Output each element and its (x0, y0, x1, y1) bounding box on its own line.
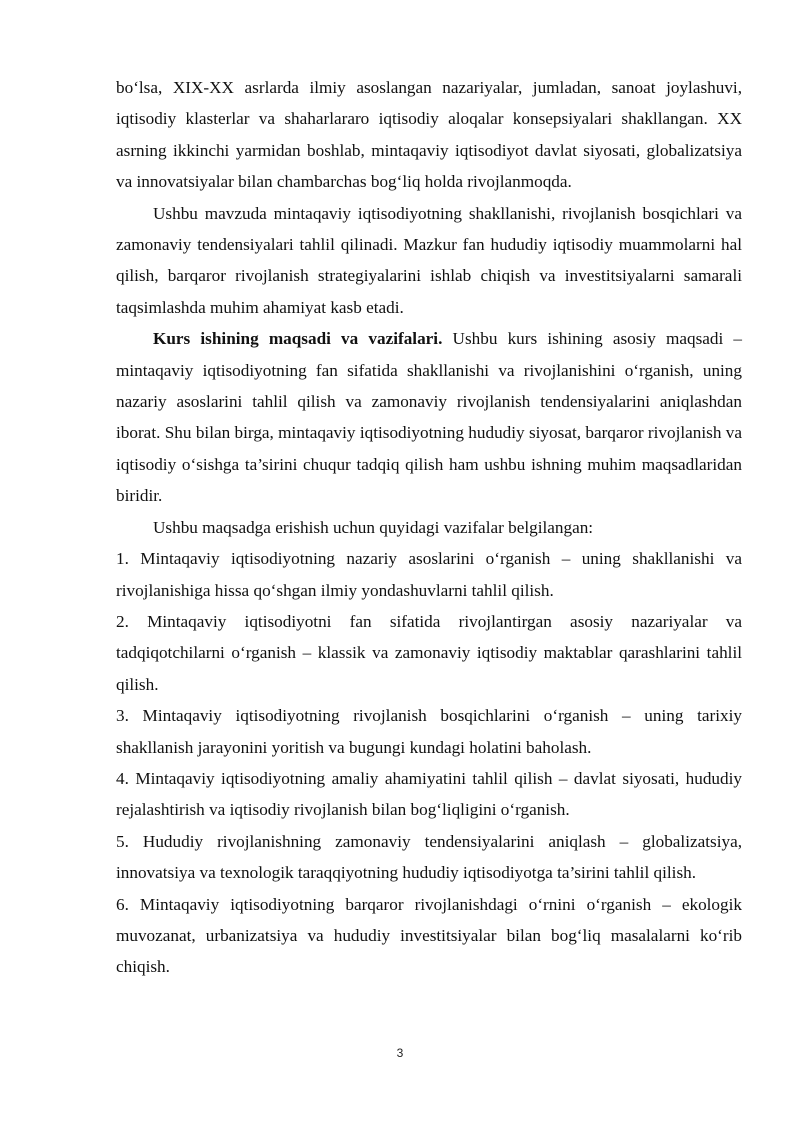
document-page-body (116, 72, 742, 983)
task-item-2: 2. Mintaqaviy iqtisodiyotni fan sifatida rivojlantirgan asosiy nazariyalar va tadqiqotchilarni o‘rganish – klassik va zamonaviy iqtisodiy maktablar qarashlarini tahlil qilish. (116, 611, 742, 694)
paragraph-tasks-intro: Ushbu maqsadga erishish uchun quyidagi vazifalar belgilangan: (153, 517, 594, 537)
task-item-3: 3. Mintaqaviy iqtisodiyotning rivojlanish bosqichlarini o‘rganish – uning tarixiy shakllanish jarayonini yoritish va bugungi kundagi holatini baholash. (116, 706, 742, 757)
paragraph-course-goal (116, 323, 742, 511)
course-goal-heading: Kurs ishining maqsadi va vazifalari. (153, 329, 443, 349)
task-item-5: 5. Hududiy rivojlanishning zamonaviy tendensiyalarini aniqlash – globalizatsiya, innovatsiya va texnologik taraqqiyotning hududiy iqtisodiyotga ta’sirini tahlil qilish. (116, 831, 742, 883)
page-number: 3 (396, 1046, 404, 1060)
task-item-1: 1. Mintaqaviy iqtisodiyotning nazariy asoslarini o‘rganish – uning shakllanishi va rivojlanishiga hissa qo‘shgan ilmiy yondashuvlarni tahlil qilish. (116, 549, 742, 600)
paragraph-topic-overview: Ushbu mavzuda mintaqaviy iqtisodiyotning shakllanishi, rivojlanish bosqichlari va zamonaviy tendensiyalari tahlil qilinadi. Mazkur fan hududiy iqtisodiy muammolarni hal qilish, barqaror rivojlanish strategiyalarini ishlab chiqish va investitsiyalarni samarali taqsimlashda muhim ahamiyat kasb etadi. (116, 203, 742, 317)
task-item-4: 4. Mintaqaviy iqtisodiyotning amaliy ahamiyatini tahlil qilish – davlat siyosati, hududiy rejalashtirish va iqtisodiy rivojlanish bilan bog‘liqligini o‘rganish. (116, 768, 742, 820)
task-item-6: 6. Mintaqaviy iqtisodiyotning barqaror rivojlanishdagi o‘rnini o‘rganish – ekologik muvozanat, urbanizatsiya va hududiy investitsiyalar bilan bog‘liq masalalarni ko‘rib chiqish. (116, 894, 742, 977)
course-goal-text: Ushbu kurs ishining asosiy maqsadi – mintaqaviy iqtisodiyotning fan sifatida shakllanishi va rivojlanishini o‘rganish, uning nazariy asoslarini tahlil qilish va zamonaviy rivojlanish tendensiyalarini aniqlashdan iborat. Shu bilan birga, mintaqaviy iqtisodiyotning hududiy siyosat, barqaror rivojlanish va iqtisodiy o‘sishga ta’sirini chuqur tadqiq qilish ham ushbu ishning muhim maqsadlaridan biridir. (116, 329, 742, 506)
paragraph-continuation: bo‘lsa, XIX-XX asrlarda ilmiy asoslangan nazariyalar, jumladan, sanoat joylashuvi, iqtisodiy klasterlar va shaharlararo iqtisodiy aloqalar konsepsiyalari shakllangan. XX asrning ikkinchi yarmidan boshlab, mintaqaviy iqtisodiyot davlat siyosati, globalizatsiya va innovatsiyalar bilan chambarchas bog‘liq holda rivojlanmoqda. (116, 78, 742, 192)
